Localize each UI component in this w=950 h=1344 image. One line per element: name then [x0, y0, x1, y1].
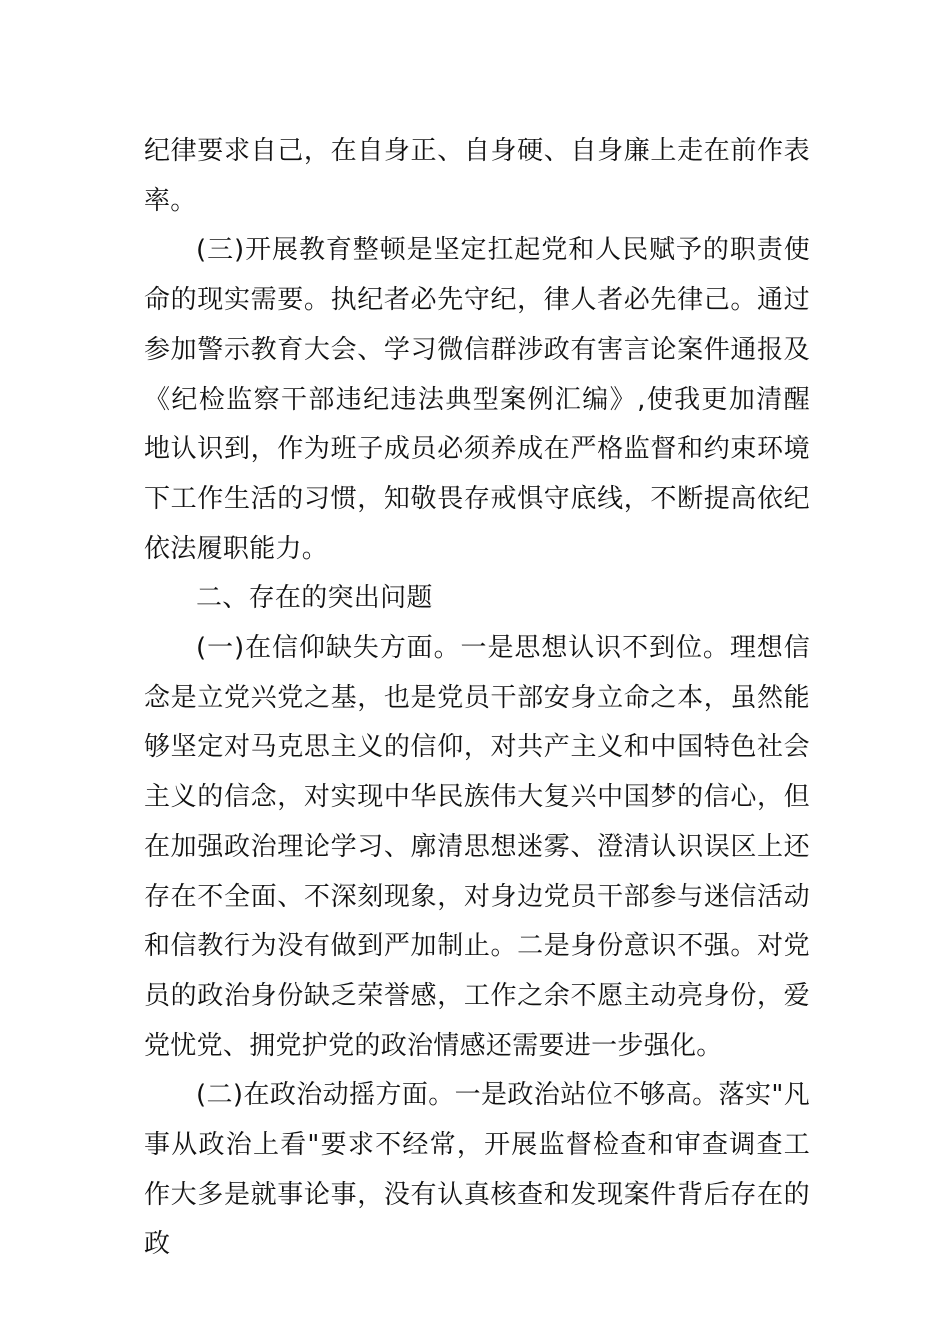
paragraph-political-wavering: (二)在政治动摇方面。一是政治站位不够高。落实"凡事从政治上看"要求不经常，开展监督检查和审查调查工作大多是就事论事，没有认真核查和发现案件背后存在的政 — [144, 1080, 810, 1260]
paragraph-belief-lacking: (一)在信仰缺失方面。一是思想认识不到位。理想信念是立党兴党之基，也是党员干部安身立命之本，虽然能够坚定对马克思主义的信仰，对共产主义和中国特色社会主义的信念，对实现中华民族伟大复兴中国梦的信心，但在加强政治理论学习、廓清思想迷雾、澄清认识误区上还存在不全面、不深刻现象，对身边党员干部参与迷信活动和信教行为没有做到严加制止。二是身份意识不强。对党员的政治身份缺乏荣誉感，工作之余不愿主动亮身份，爱党忧党、拥党护党的政治情感还需要进一步强化。 — [144, 633, 810, 1061]
section-heading-problems: 二、存在的突出问题 — [196, 583, 433, 614]
paragraph-section-three: (三)开展教育整顿是坚定扛起党和人民赋予的职责使命的现实需要。执纪者必先守纪，律人者必先律己。通过参加警示教育大会、学习微信群涉政有害言论案件通报及《纪检监察干部违纪违法典型案例汇编》,使我更加清醒地认识到，作为班子成员必须养成在严格监督和约束环境下工作生活的习惯，知敬畏存戒惧守底线，不断提高依纪依法履职能力。 — [144, 235, 810, 564]
document-body — [144, 127, 810, 1270]
paragraph-continuation: 纪律要求自己，在自身正、自身硬、自身廉上走在前作表率。 — [144, 136, 810, 216]
